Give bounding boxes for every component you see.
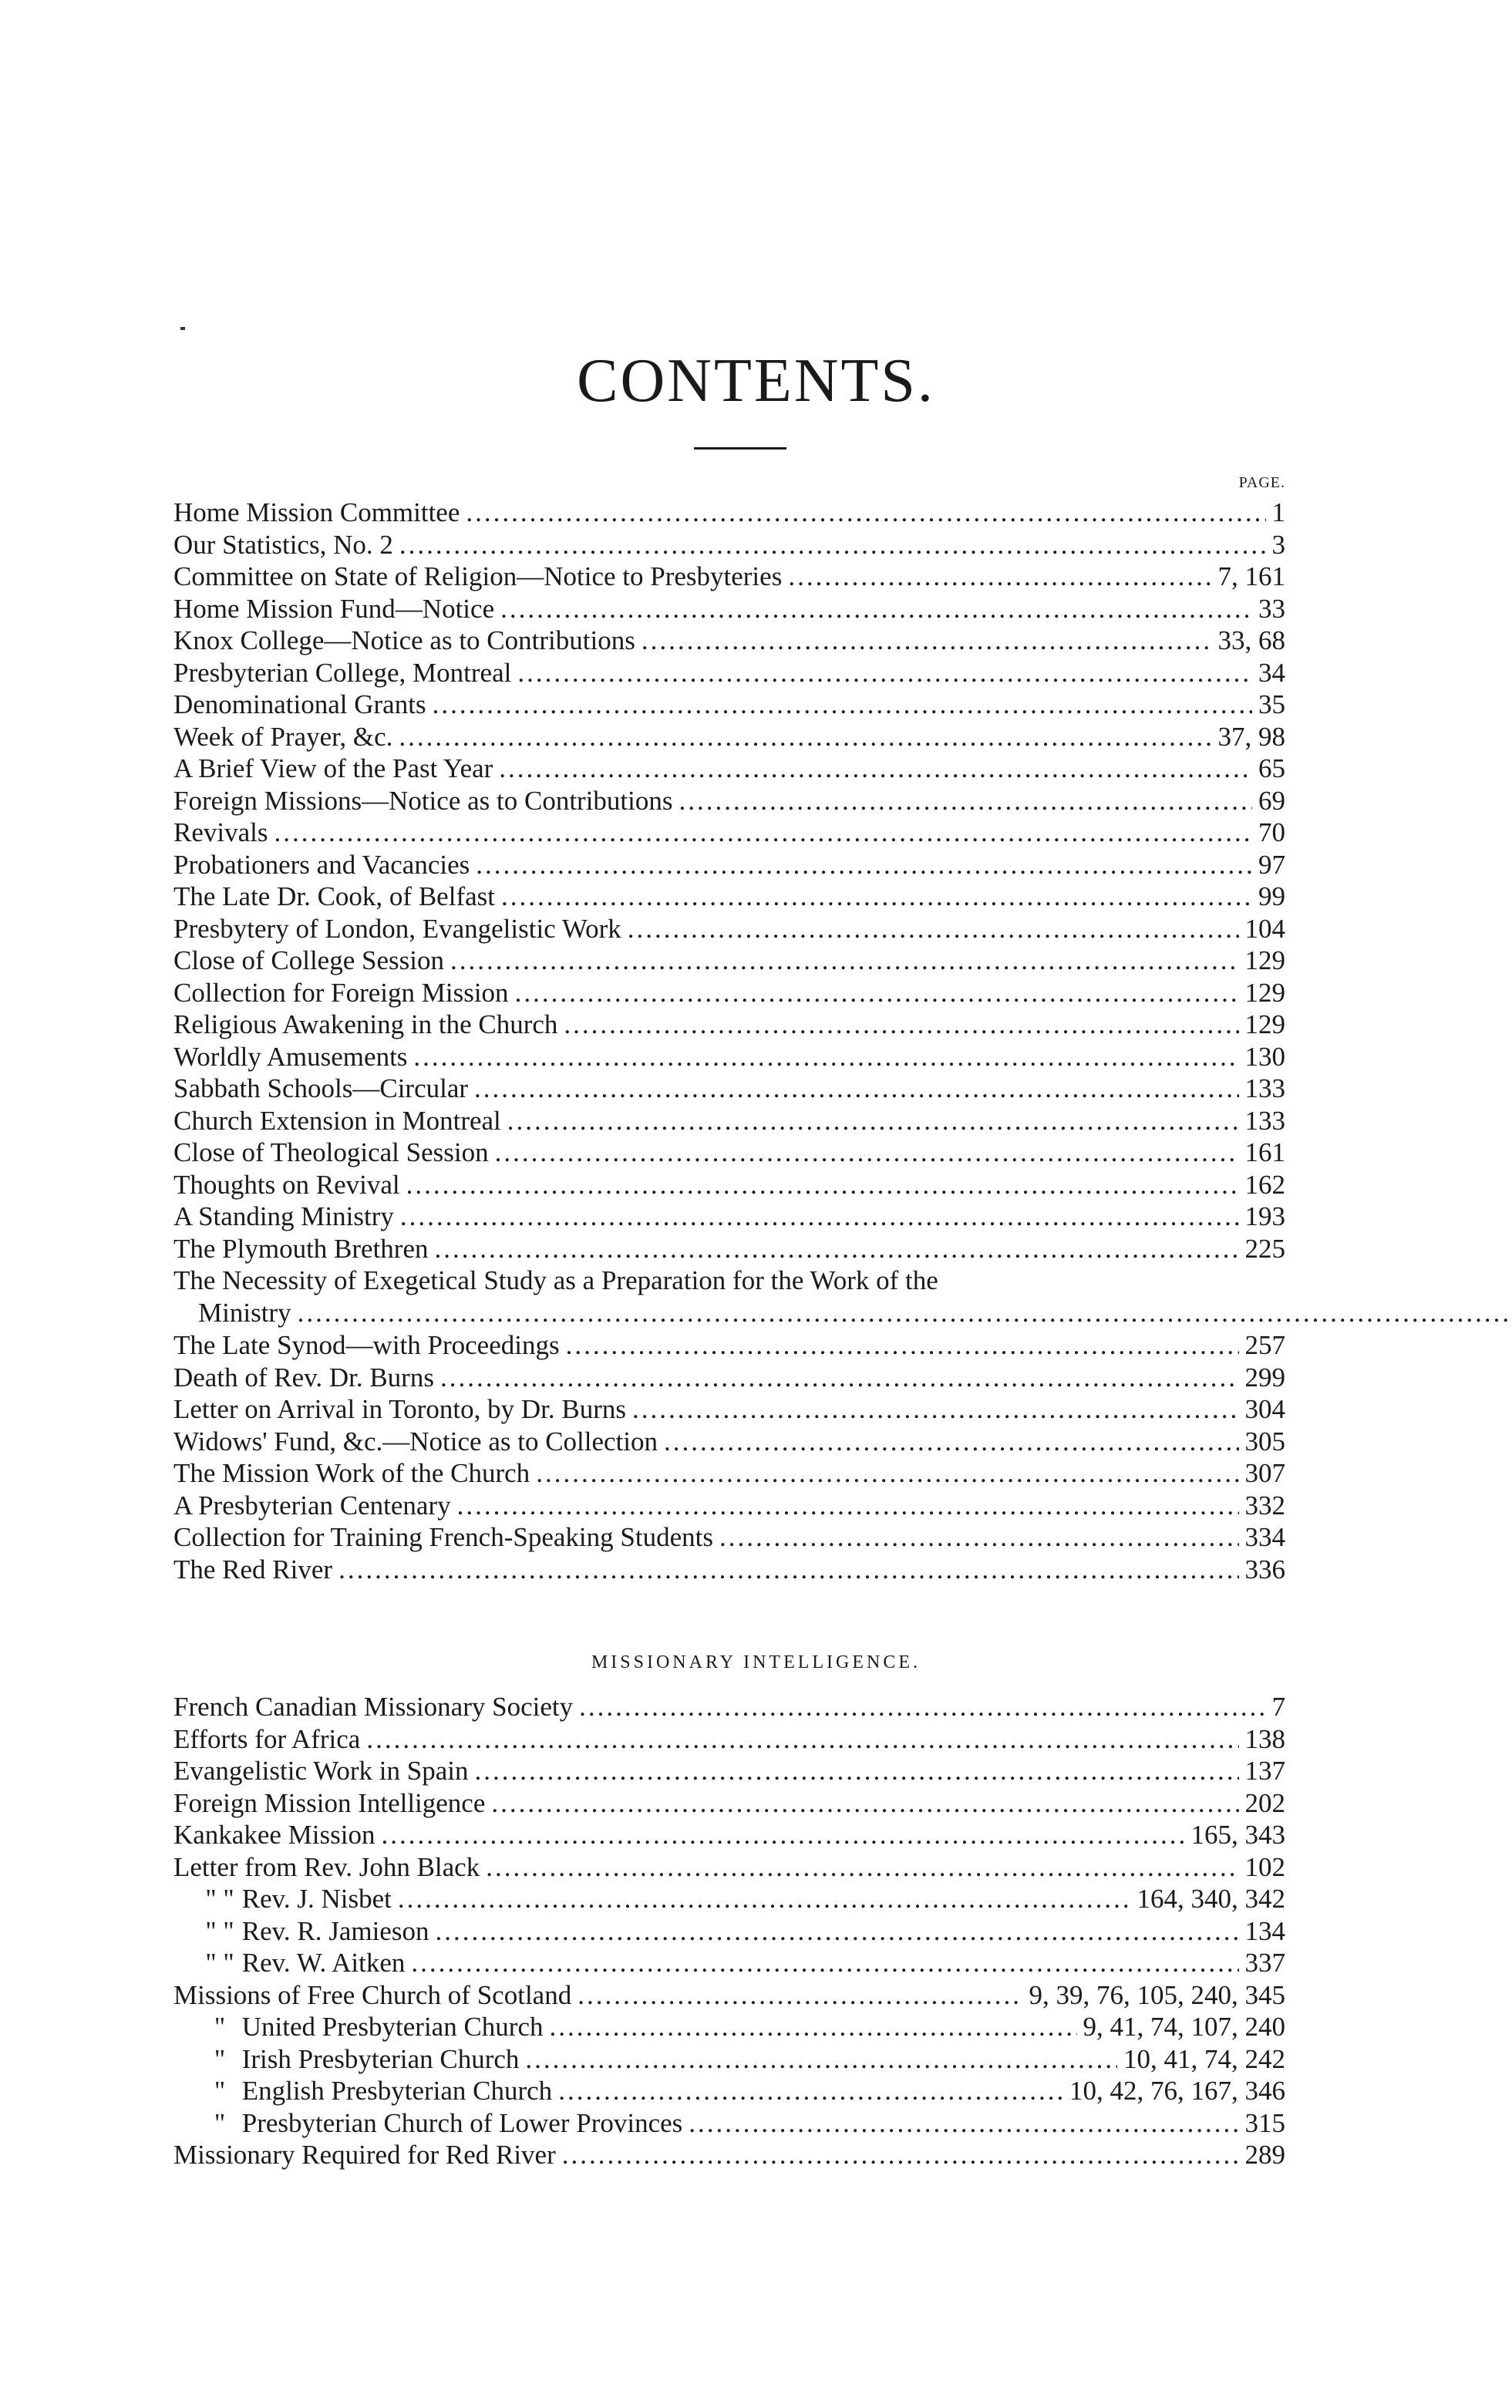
contents-entry	[173, 593, 1285, 625]
entry-title	[173, 977, 509, 1009]
entry-title	[173, 1041, 407, 1073]
entry-title-text: Our Statistics, No. 2	[173, 529, 393, 560]
contents-entry	[173, 2139, 1285, 2171]
entry-title	[173, 753, 493, 785]
entry-title	[173, 1201, 394, 1233]
entry-title-text: Rev. W. Aitken	[241, 1948, 406, 1978]
contents-entry	[173, 1691, 1285, 1723]
dot-leader	[466, 497, 1265, 529]
entry-title-text: Sabbath Schools—Circular	[173, 1073, 469, 1103]
contents-entry	[173, 1755, 1285, 1787]
contents-entry	[173, 1787, 1285, 1820]
entry-pages: 65	[1258, 753, 1285, 783]
entry-title	[173, 1979, 571, 2012]
contents-entry	[173, 2075, 1285, 2107]
contents-entry	[173, 2043, 1285, 2076]
entry-pages: 162	[1244, 1169, 1285, 1200]
entry-pages: 202	[1244, 1787, 1285, 1818]
entry-title-text: Church Extension in Montreal	[173, 1105, 501, 1136]
page-title: CONTENTS.	[577, 347, 935, 415]
entry-pages: 193	[1244, 1201, 1285, 1231]
entry-title	[173, 1329, 560, 1362]
dot-leader	[338, 1554, 1238, 1586]
entry-title	[173, 497, 460, 529]
entry-pages: 10, 42, 76, 167, 346	[1069, 2076, 1285, 2106]
entry-title-text: Irish Presbyterian Church	[241, 2043, 520, 2074]
ditto-mark: "	[214, 2043, 226, 2074]
entry-title-text: Close of Theological Session	[173, 1137, 489, 1167]
entry-title-text: The Plymouth Brethren	[173, 1233, 429, 1264]
entry-title	[173, 785, 673, 817]
entry-pages: 305	[1244, 1426, 1285, 1457]
contents-entry	[173, 1851, 1285, 1884]
entry-pages: 33, 68	[1217, 625, 1285, 655]
entry-title-text: Presbyterian College, Montreal	[173, 657, 512, 688]
entry-title-text: Rev. R. Jamieson	[241, 1915, 429, 1946]
entry-title-text: Evangelistic Work in Spain	[173, 1756, 469, 1786]
contents-entry	[173, 1009, 1285, 1041]
entry-pages: 33	[1258, 593, 1285, 624]
entry-pages: 336	[1244, 1554, 1285, 1585]
page-column-header: PAGE.	[1238, 474, 1285, 491]
entry-title	[173, 817, 268, 849]
dot-leader	[558, 2075, 1063, 2107]
dot-leader	[517, 657, 1252, 689]
contents-entry	[173, 1554, 1285, 1586]
entry-title	[173, 1521, 713, 1554]
entry-title	[173, 1362, 434, 1394]
entry-title-text: Presbyterian Church of Lower Provinces	[241, 2107, 683, 2138]
dot-leader	[642, 625, 1212, 657]
dot-leader	[579, 1691, 1265, 1723]
entry-title	[173, 1073, 468, 1105]
contents-list	[173, 497, 1285, 1585]
contents-entry	[173, 1169, 1285, 1201]
entry-title	[173, 1554, 332, 1586]
entry-title-text: Week of Prayer, &c.	[173, 721, 393, 752]
entry-title-text: Death of Rev. Dr. Burns	[173, 1362, 434, 1393]
dot-leader	[507, 1105, 1239, 1137]
dot-leader	[719, 1521, 1239, 1554]
entry-title-block	[173, 1265, 1512, 1329]
entry-pages: 334	[1244, 1522, 1285, 1552]
dot-leader	[413, 1041, 1238, 1073]
dot-leader	[788, 561, 1211, 593]
entry-title	[173, 1105, 501, 1137]
entry-pages: 10, 41, 74, 242	[1123, 2043, 1285, 2074]
contents-entry	[173, 1819, 1285, 1851]
contents-entry	[173, 785, 1285, 817]
entry-title-text: Kankakee Mission	[173, 1820, 375, 1850]
title-rule	[694, 447, 786, 450]
entry-title	[173, 2107, 682, 2140]
entry-title-text: Foreign Missions—Notice as to Contributions	[173, 785, 673, 816]
dot-leader	[564, 1009, 1238, 1041]
entry-pages: 133	[1244, 1073, 1285, 1103]
entry-title	[173, 2075, 552, 2107]
contents-entry	[173, 625, 1285, 657]
dot-leader	[474, 1073, 1238, 1105]
entry-title-text: A Standing Ministry	[173, 1201, 394, 1231]
contents-entry	[173, 497, 1285, 529]
entry-title-line-2	[173, 1297, 1512, 1329]
entry-title-text: The Red River	[173, 1554, 333, 1585]
dot-leader	[476, 849, 1252, 881]
contents-entry	[173, 1105, 1285, 1137]
ditto-mark: " "	[205, 1884, 234, 1914]
entry-title	[173, 945, 444, 977]
dot-leader	[562, 2139, 1239, 2171]
entry-title-text: The Late Dr. Cook, of Belfast	[173, 881, 495, 911]
contents-entry	[173, 721, 1285, 753]
dot-leader	[679, 785, 1253, 817]
contents-entry	[173, 1233, 1285, 1265]
entry-pages: 104	[1244, 913, 1285, 944]
contents-entry	[173, 1979, 1285, 2012]
ditto-mark: " "	[205, 1948, 234, 1978]
contents-entry	[173, 1329, 1285, 1362]
entry-pages: 138	[1244, 1723, 1285, 1754]
entry-pages: 69	[1258, 785, 1285, 816]
entry-pages: 7	[1271, 1692, 1285, 1722]
entry-pages: 34	[1258, 657, 1285, 688]
dot-leader	[406, 1169, 1239, 1201]
contents-entry	[173, 2107, 1285, 2140]
contents-entry	[173, 689, 1285, 721]
dot-leader	[399, 529, 1266, 561]
contents-entry	[173, 1947, 1285, 1979]
entry-title	[173, 625, 635, 657]
entry-title	[173, 529, 393, 561]
dot-leader	[578, 1979, 1022, 2012]
entry-pages: 9, 41, 74, 107, 240	[1083, 2012, 1285, 2042]
dot-leader	[536, 1457, 1238, 1490]
entry-title-text: Thoughts on Revival	[173, 1169, 400, 1200]
dot-leader	[399, 721, 1211, 753]
entry-title-text: Widows' Fund, &c.—Notice as to Collection	[173, 1426, 658, 1457]
entry-title	[173, 1009, 557, 1041]
dot-leader	[411, 1947, 1238, 1979]
contents-entry	[173, 1362, 1285, 1394]
entry-title	[173, 721, 392, 753]
entry-title	[173, 1819, 375, 1851]
contents-entry	[173, 1457, 1285, 1490]
dot-leader	[474, 1755, 1238, 1787]
entry-pages: 129	[1244, 977, 1285, 1008]
entry-pages: 289	[1244, 2140, 1285, 2170]
entry-pages: 102	[1244, 1851, 1285, 1882]
entry-pages: 257	[1244, 1330, 1285, 1360]
entry-title	[173, 561, 782, 593]
entry-title	[173, 1947, 405, 1979]
contents-entry	[173, 1521, 1285, 1554]
entry-title	[173, 1883, 392, 1915]
entry-pages: 161	[1244, 1137, 1285, 1167]
dot-leader	[491, 1787, 1238, 1820]
entry-title	[173, 689, 426, 721]
dot-leader	[450, 945, 1239, 977]
contents-entry	[173, 1490, 1285, 1522]
entry-title-text: The Mission Work of the Church	[173, 1458, 530, 1488]
entry-title-text: The Late Synod—with Proceedings	[173, 1330, 560, 1360]
dot-leader	[566, 1329, 1239, 1362]
dot-leader	[398, 1883, 1131, 1915]
entry-pages: 164, 340, 342	[1137, 1884, 1285, 1914]
contents-entry	[173, 849, 1285, 881]
dot-leader	[486, 1851, 1238, 1884]
dot-leader	[525, 2043, 1117, 2076]
print-speck	[180, 327, 185, 330]
entry-title-text: French Canadian Missionary Society	[173, 1692, 574, 1722]
entry-title-text: Foreign Mission Intelligence	[173, 1787, 486, 1818]
entry-title	[173, 1787, 485, 1820]
dot-leader	[515, 977, 1239, 1009]
entry-title	[173, 1393, 626, 1426]
entry-title-text: A Brief View of the Past Year	[173, 753, 493, 783]
dot-leader	[628, 913, 1239, 945]
entry-pages: 129	[1244, 1009, 1285, 1039]
entry-title-text: Religious Awakening in the Church	[173, 1009, 558, 1039]
entry-title	[173, 1137, 489, 1169]
contents-entry	[173, 753, 1285, 785]
entry-title	[173, 881, 495, 913]
entry-pages: 315	[1244, 2107, 1285, 2138]
contents-entry	[173, 561, 1285, 593]
dot-leader	[689, 2107, 1238, 2140]
contents-entry	[173, 1915, 1285, 1948]
entry-title-line-1: The Necessity of Exegetical Study as a Preparation for the Work of the	[173, 1265, 938, 1295]
contents-entry	[173, 1137, 1285, 1169]
dot-leader	[366, 1723, 1238, 1756]
entry-pages: 337	[1244, 1948, 1285, 1978]
entry-title-text: Home Mission Committee	[173, 497, 460, 527]
entry-title-text: Probationers and Vacancies	[173, 849, 470, 880]
entry-title	[173, 593, 494, 625]
contents-entry-two-line	[173, 1265, 1285, 1329]
ditto-mark: " "	[205, 1915, 234, 1946]
entry-title	[173, 1490, 451, 1522]
entry-title	[173, 1723, 360, 1756]
entry-title-text: Denominational Grants	[173, 689, 426, 719]
dot-leader	[440, 1362, 1239, 1394]
entry-title	[173, 657, 511, 689]
entry-pages: 225	[1244, 1233, 1285, 1264]
entry-title	[173, 1915, 429, 1948]
ditto-mark: "	[214, 2012, 226, 2042]
dot-leader	[274, 817, 1252, 849]
dot-leader	[435, 1915, 1238, 1948]
ditto-mark: "	[214, 2107, 226, 2138]
contents-entry	[173, 1393, 1285, 1426]
contents-entry	[173, 1201, 1285, 1233]
entry-title	[173, 1457, 530, 1490]
entry-title	[173, 1169, 400, 1201]
dot-leader	[457, 1490, 1239, 1522]
entry-title	[173, 1851, 480, 1884]
entry-title-text: A Presbyterian Centenary	[173, 1490, 451, 1521]
missionary-list	[173, 1691, 1285, 2171]
contents-entry	[173, 529, 1285, 561]
entry-title	[173, 2043, 519, 2076]
dot-leader	[433, 689, 1252, 721]
dot-leader	[435, 1233, 1239, 1265]
dot-leader	[381, 1819, 1184, 1851]
contents-entry	[173, 1883, 1285, 1915]
entry-pages: 35	[1258, 689, 1285, 719]
entry-pages: 307	[1244, 1458, 1285, 1488]
entry-title-text: United Presbyterian Church	[241, 2012, 544, 2042]
entry-title-text: Worldly Amusements	[173, 1041, 408, 1072]
entry-pages: 1	[1271, 497, 1285, 527]
entry-title	[173, 1426, 658, 1458]
entry-title-text: Efforts for Africa	[173, 1723, 361, 1754]
dot-leader	[499, 753, 1252, 785]
contents-entry	[173, 1426, 1285, 1458]
entry-title-line-2-text: Ministry	[198, 1298, 291, 1328]
entry-pages: 99	[1258, 881, 1285, 911]
contents-entry	[173, 945, 1285, 977]
entry-title-text: Collection for Training French-Speaking Students	[173, 1522, 713, 1552]
entry-title-text: Knox College—Notice as to Contributions	[173, 625, 635, 655]
entry-title-text: Home Mission Fund—Notice	[173, 593, 495, 624]
dot-leader	[495, 1137, 1239, 1169]
entry-title	[173, 913, 621, 945]
entry-pages: 332	[1244, 1490, 1285, 1521]
entry-title	[173, 849, 470, 881]
entry-pages: 7, 161	[1217, 561, 1285, 591]
contents-entry	[173, 881, 1285, 913]
dot-leader	[500, 593, 1252, 625]
entry-title-text: Rev. J. Nisbet	[241, 1884, 392, 1914]
entry-pages: 97	[1258, 849, 1285, 880]
entry-pages: 70	[1258, 817, 1285, 847]
dot-leader	[664, 1426, 1238, 1458]
entry-title-text: Letter from Rev. John Black	[173, 1851, 480, 1882]
entry-title-text: Missionary Required for Red River	[173, 2140, 556, 2170]
dot-leader	[400, 1201, 1239, 1233]
contents-entry	[173, 1073, 1285, 1105]
entry-title	[173, 1233, 429, 1265]
entry-pages: 133	[1244, 1105, 1285, 1136]
entry-pages: 299	[1244, 1362, 1285, 1393]
dot-leader	[632, 1393, 1239, 1426]
entry-pages: 130	[1244, 1041, 1285, 1072]
entry-pages: 129	[1244, 945, 1285, 975]
entry-pages: 37, 98	[1217, 721, 1285, 752]
contents-entry	[173, 817, 1285, 849]
contents-entry	[173, 1041, 1285, 1073]
entry-title	[173, 1755, 468, 1787]
entry-title-text: Close of College Session	[173, 945, 444, 975]
entry-pages: 9, 39, 76, 105, 240, 345	[1029, 1979, 1285, 2010]
entry-pages: 134	[1244, 1915, 1285, 1946]
entry-pages: 3	[1271, 529, 1285, 560]
contents-entry	[173, 913, 1285, 945]
entry-title-text: Revivals	[173, 817, 268, 847]
entry-title-text: English Presbyterian Church	[241, 2076, 553, 2106]
entry-title-text: Presbytery of London, Evangelistic Work	[173, 913, 621, 944]
entry-title-text: Committee on State of Religion—Notice to Presbyteries	[173, 561, 783, 591]
missionary-intelligence-heading: MISSIONARY INTELLIGENCE.	[591, 1652, 921, 1672]
contents-entry	[173, 657, 1285, 689]
entry-pages: 165, 343	[1190, 1820, 1285, 1850]
dot-leader	[550, 2011, 1077, 2043]
contents-entry	[173, 1723, 1285, 1756]
entry-title-text: Missions of Free Church of Scotland	[173, 1979, 572, 2010]
entry-title	[173, 2139, 556, 2171]
dot-leader	[298, 1297, 1512, 1329]
entry-title-text: Collection for Foreign Mission	[173, 977, 509, 1008]
contents-entry	[173, 977, 1285, 1009]
entry-title	[173, 2011, 544, 2043]
ditto-mark: "	[214, 2076, 226, 2106]
contents-entry	[173, 2011, 1285, 2043]
dot-leader	[501, 881, 1252, 913]
entry-pages: 137	[1244, 1756, 1285, 1786]
entry-pages: 304	[1244, 1394, 1285, 1424]
entry-title-text: Letter on Arrival in Toronto, by Dr. Burns	[173, 1394, 626, 1424]
entry-title	[173, 1691, 573, 1723]
